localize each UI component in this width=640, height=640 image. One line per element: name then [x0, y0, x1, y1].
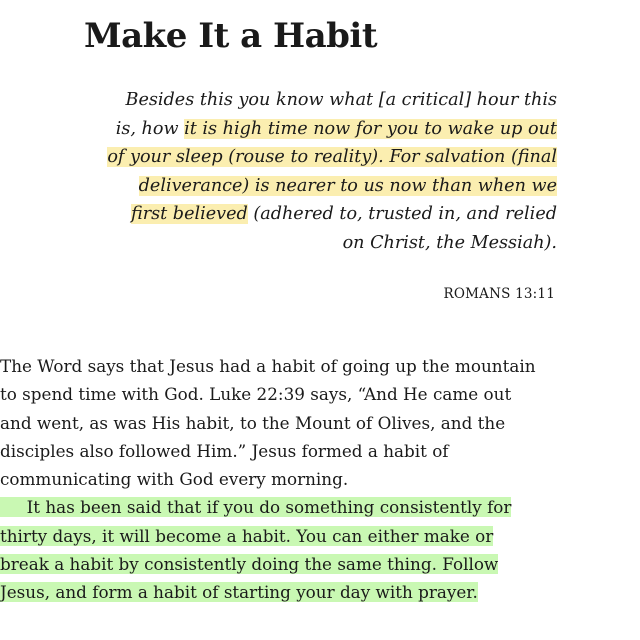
body-line [0, 437, 640, 465]
body-highlight: break a habit by consistently doing the same thing. Follow [0, 554, 499, 575]
body-line [0, 522, 640, 550]
body-text: disciples also followed Him.” Jesus formed a habit of [0, 440, 449, 461]
body-paragraphs [0, 352, 640, 607]
body-text: and went, as was His habit, to the Mount of Olives, and the [0, 412, 506, 433]
verse-highlight: first believed [130, 204, 248, 224]
verse-line [60, 200, 557, 229]
body-highlight: It has been said that if you do something consistently for [0, 497, 512, 518]
page-title: Make It a Habit [84, 16, 378, 56]
verse-text: on Christ, the Messiah). [342, 232, 557, 253]
body-line [0, 465, 640, 493]
body-line [0, 550, 640, 578]
verse-reference: ROMANS 13:11 [443, 286, 555, 302]
verse-highlight: deliverance) is nearer to us now than when we [138, 175, 557, 196]
verse-text: Besides this you know what [a critical] hour this [125, 90, 557, 110]
verse-line [60, 229, 557, 258]
verse-line [60, 143, 557, 172]
verse-text: (adhered to, trusted in, and relied [247, 204, 557, 224]
body-text: communicating with God every morning. [0, 469, 349, 490]
body-line [0, 493, 640, 521]
body-highlight: Jesus, and form a habit of starting your day with prayer. [0, 582, 478, 603]
verse-text: is, how [115, 118, 185, 139]
body-text: The Word says that Jesus had a habit of going up the mountain [0, 356, 536, 376]
body-line [0, 380, 640, 408]
body-line [0, 409, 640, 437]
scripture-verse [60, 86, 557, 257]
verse-line [60, 115, 557, 144]
body-line [0, 578, 640, 606]
body-text: to spend time with God. Luke 22:39 says, “And He came out [0, 384, 512, 405]
verse-highlight: it is high time now for you to wake up out [184, 118, 557, 139]
verse-line [60, 86, 557, 115]
verse-highlight: of your sleep (rouse to reality). For salvation (final [107, 147, 557, 167]
body-highlight: thirty days, it will become a habit. You can either make or [0, 525, 494, 546]
verse-line [60, 172, 557, 201]
body-line [0, 352, 640, 380]
